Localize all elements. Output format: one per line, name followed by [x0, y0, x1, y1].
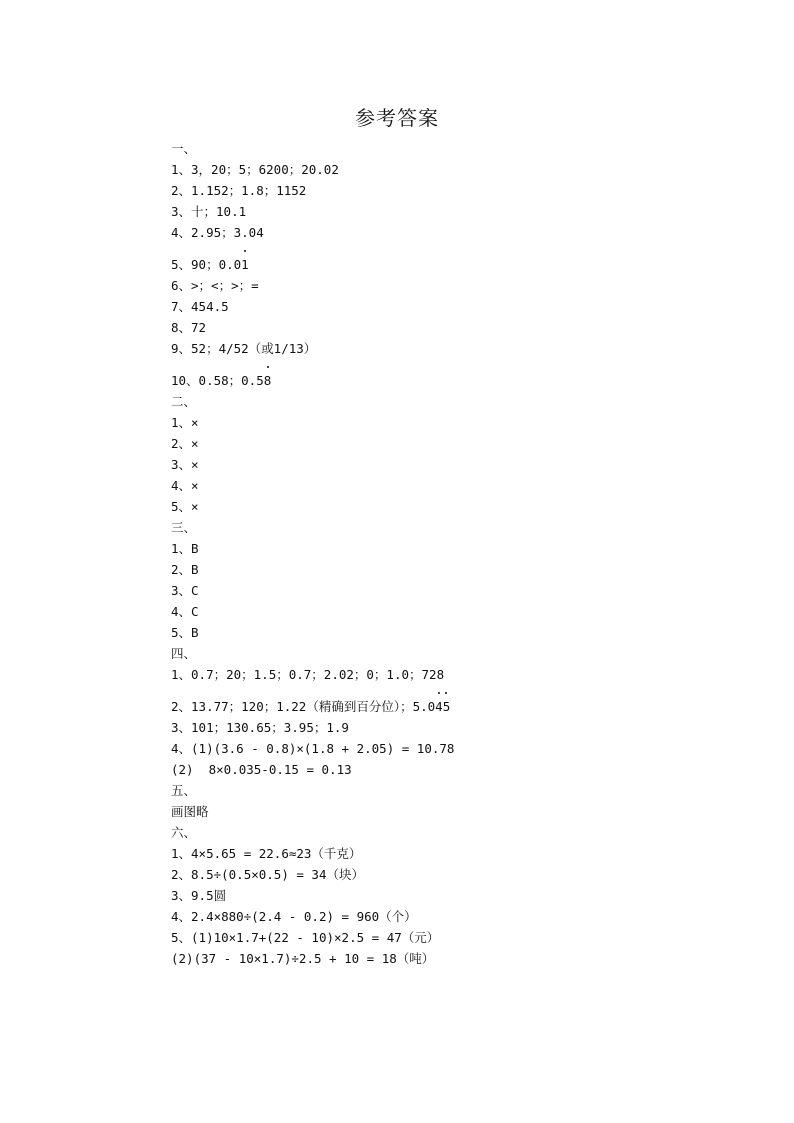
- answer-line: 8、72: [171, 320, 207, 335]
- answer-line: 3、9.5圆: [171, 888, 227, 903]
- answer-line: 4、2.4×880÷(2.4 - 0.2) = 960（个）: [171, 909, 417, 924]
- answer-line-repeating: 5、90；0.01: [171, 243, 651, 275]
- answer-line: 4、(1)(3.6 - 0.8)×(1.8 + 2.05) = 10.78: [171, 741, 455, 756]
- answer-list: [171, 138, 651, 969]
- page-title: 参考答案: [355, 106, 439, 130]
- answer-line: 3、101；130.65；3.95；1.9: [171, 720, 349, 735]
- section-heading-4: 四、: [171, 646, 197, 661]
- section-heading-6: 六、: [171, 825, 197, 840]
- answer-line: 1、B: [171, 541, 199, 556]
- answer-line: 5、(1)10×1.7+(22 - 10)×2.5 = 47（元）: [171, 930, 440, 945]
- repeating-digit: 8: [264, 370, 272, 391]
- answer-line: 4、C: [171, 604, 199, 619]
- answer-line-repeating: 10、0.58；0.58: [171, 359, 651, 391]
- repeating-digit: 5: [443, 696, 451, 717]
- repeating-digit: 1: [241, 254, 249, 275]
- answer-line: 5、×: [171, 499, 199, 514]
- answer-line-repeating: 2、13.77；120；1.22（精确到百分位）；5.045: [171, 685, 651, 717]
- answer-line: 1、×: [171, 415, 199, 430]
- section-heading-2: 二、: [171, 394, 197, 409]
- answer-line: 4、2.95；3.04: [171, 225, 264, 240]
- answer-line: 2、8.5÷(0.5×0.5) = 34（块）: [171, 867, 364, 882]
- answer-line: (2) 8×0.035-0.15 = 0.13: [171, 762, 352, 777]
- section-heading-1: 一、: [171, 141, 197, 156]
- answer-line: 5、B: [171, 625, 199, 640]
- answer-line: 7、454.5: [171, 299, 229, 314]
- repeating-digit: 4: [435, 696, 443, 717]
- answer-line: 2、1.152；1.8；1152: [171, 183, 307, 198]
- answer-line: 画图略: [171, 804, 209, 819]
- answer-line: 2、×: [171, 436, 199, 451]
- answer-line: 3、C: [171, 583, 199, 598]
- answer-line: 1、0.7；20；1.5；0.7；2.02；0；1.0；728: [171, 667, 445, 682]
- answer-line: 3、十；10.1: [171, 204, 247, 219]
- section-heading-3: 三、: [171, 520, 197, 535]
- answer-line: 9、52；4/52（或1/13）: [171, 341, 317, 356]
- answer-line: 4、×: [171, 478, 199, 493]
- answer-line: 1、4×5.65 = 22.6≈23（千克）: [171, 846, 362, 861]
- answer-line: 1、3，20；5；6200；20.02: [171, 162, 339, 177]
- answer-line: 3、×: [171, 457, 199, 472]
- answer-line: (2)(37 - 10×1.7)÷2.5 + 10 = 18（吨）: [171, 951, 435, 966]
- section-heading-5: 五、: [171, 783, 197, 798]
- answer-line: 6、>；<；>；=: [171, 278, 259, 293]
- answer-line: 2、B: [171, 562, 199, 577]
